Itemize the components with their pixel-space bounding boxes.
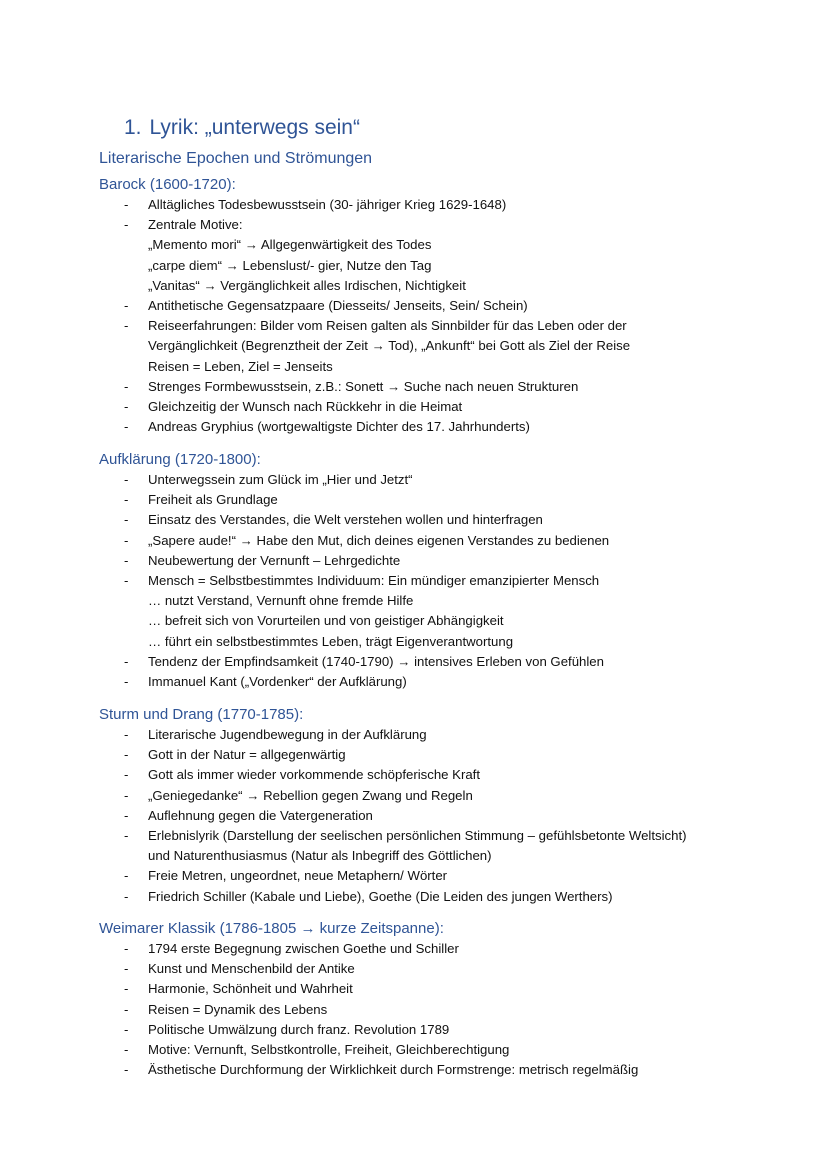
list-item — [0, 826, 828, 846]
list-item-text: Mensch = Selbstbestimmtes Individuum: Ein mündiger emanzipierter Mensch — [148, 572, 600, 588]
bullet-dash: - — [124, 1021, 129, 1037]
section-heading-aufklaerung: Aufklärung (1720-1800): — [99, 451, 261, 468]
list-item-text: Auflehnung gegen die Vatergeneration — [148, 807, 373, 823]
list-item — [0, 806, 828, 826]
list-item — [0, 256, 828, 276]
list-item-text: Immanuel Kant („Vordenker“ der Aufklärung) — [148, 673, 407, 689]
list-item-text: „Geniegedanke“ → Rebellion gegen Zwang und Regeln — [148, 787, 473, 803]
bullet-dash: - — [124, 727, 129, 742]
bullet-dash: - — [124, 297, 129, 313]
list-item — [0, 765, 828, 785]
list-item — [0, 336, 828, 356]
list-item-text: „carpe diem“ → Lebenslust/- gier, Nutze den Tag — [148, 257, 432, 273]
bullet-dash: - — [124, 981, 129, 997]
list-item-text: Ästhetische Durchformung der Wirklichkeit durch Formstrenge: metrisch regelmäßig — [148, 1062, 639, 1078]
bullet-dash: - — [124, 472, 129, 487]
list-item — [0, 357, 828, 377]
list-item — [0, 887, 828, 907]
bullet-dash: - — [124, 532, 129, 548]
title-number: 1. — [124, 116, 142, 139]
list-item-text: Reiseerfahrungen: Bilder vom Reisen galten als Sinnbilder für das Leben oder der — [148, 318, 627, 334]
list-item-text: Kunst und Menschenbild der Antike — [148, 961, 355, 977]
bullet-dash: - — [124, 512, 129, 528]
list-item-text: Alltägliches Todesbewusstsein (30- jähriger Krieg 1629-1648) — [148, 197, 507, 212]
list-item-text: Einsatz des Verstandes, die Welt verstehen wollen und hinterfragen — [148, 512, 543, 528]
list-item — [0, 959, 828, 979]
section-heading-sturm-und-drang: Sturm und Drang (1770-1785): — [99, 706, 304, 723]
list-item-text: Freie Metren, ungeordnet, neue Metaphern/ Wörter — [148, 868, 448, 884]
bullet-dash: - — [124, 318, 129, 334]
bullet-dash: - — [124, 868, 129, 884]
list-item-text: Andreas Gryphius (wortgewaltigste Dichter des 17. Jahrhunderts) — [148, 419, 530, 435]
bullet-dash: - — [124, 1062, 129, 1078]
list-item — [0, 490, 828, 510]
list-item — [0, 470, 828, 490]
list-item — [0, 672, 828, 692]
list-item-text: Tendenz der Empfindsamkeit (1740-1790) → intensives Erleben von Gefühlen — [148, 653, 604, 669]
list-item-text: „Sapere aude!“ → Habe den Mut, dich deines eigenen Verstandes zu bedienen — [148, 532, 610, 548]
bullet-dash: - — [124, 941, 129, 956]
bullet-dash: - — [124, 1041, 129, 1057]
bullet-dash: - — [124, 378, 129, 394]
list-item-text: Reisen = Dynamik des Lebens — [148, 1001, 328, 1017]
list-item-text: Motive: Vernunft, Selbstkontrolle, Freiheit, Gleichberechtigung — [148, 1041, 510, 1057]
list-item — [0, 397, 828, 417]
list-item — [0, 632, 828, 652]
list-item — [0, 1020, 828, 1040]
list-item — [0, 611, 828, 631]
list-item-text: Antithetische Gegensatzpaare (Diesseits/ Jenseits, Sein/ Schein) — [148, 297, 528, 313]
list-item-text: Neubewertung der Vernunft – Lehrgedichte — [148, 552, 401, 568]
bullet-dash: - — [124, 398, 129, 414]
list-item — [0, 571, 828, 591]
list-item-text: … befreit sich von Vorurteilen und von geistiger Abhängigkeit — [148, 613, 504, 629]
list-item — [0, 316, 828, 336]
list-item — [0, 866, 828, 886]
section-heading-weimarer-klassik: Weimarer Klassik (1786-1805 → kurze Zeitspanne): — [99, 920, 444, 937]
list-item-text: Politische Umwälzung durch franz. Revolution 1789 — [148, 1021, 450, 1037]
list-item — [0, 296, 828, 316]
list-item — [0, 377, 828, 397]
section-list-aufklaerung — [0, 470, 828, 692]
list-item-text: 1794 erste Begegnung zwischen Goethe und Schiller — [148, 941, 459, 956]
list-item — [0, 1040, 828, 1060]
list-item-text: „Memento mori“ → Allgegenwärtigkeit des Todes — [148, 237, 432, 253]
list-item-text: Literarische Jugendbewegung in der Aufklärung — [148, 727, 427, 742]
list-item — [0, 725, 828, 745]
list-item-text: Freiheit als Grundlage — [148, 492, 278, 508]
list-item — [0, 745, 828, 765]
bullet-dash: - — [124, 552, 129, 568]
list-item-text: und Naturenthusiasmus (Natur als Inbegriff des Göttlichen) — [148, 848, 492, 864]
bullet-dash: - — [124, 767, 129, 783]
bullet-dash: - — [124, 747, 129, 763]
list-item-text: Erlebnislyrik (Darstellung der seelischen persönlichen Stimmung – gefühlsbetonte Weltsicht) — [148, 827, 687, 843]
list-item — [0, 551, 828, 571]
section-list-barock — [0, 195, 828, 437]
list-item-text: Friedrich Schiller (Kabale und Liebe), Goethe (Die Leiden des jungen Werthers) — [148, 888, 613, 904]
list-item — [0, 979, 828, 999]
list-item-text: Harmonie, Schönheit und Wahrheit — [148, 981, 353, 997]
bullet-dash: - — [124, 827, 129, 843]
bullet-dash: - — [124, 807, 129, 823]
bullet-dash: - — [124, 787, 129, 803]
list-item — [0, 531, 828, 551]
list-item-text: … nutzt Verstand, Vernunft ohne fremde Hilfe — [148, 593, 414, 609]
page-subtitle: Literarische Epochen und Strömungen — [99, 150, 373, 167]
bullet-dash: - — [124, 673, 129, 689]
list-item-text: Strenges Formbewusstsein, z.B.: Sonett → Suche nach neuen Strukturen — [148, 378, 579, 394]
list-item — [0, 939, 828, 959]
bullet-dash: - — [124, 492, 129, 508]
section-list-sturm-und-drang — [0, 725, 828, 907]
list-item-text: Gott als immer wieder vorkommende schöpferische Kraft — [148, 767, 481, 783]
list-item — [0, 846, 828, 866]
bullet-dash: - — [124, 572, 129, 588]
list-item — [0, 652, 828, 672]
bullet-dash: - — [124, 419, 129, 435]
page-title — [124, 116, 360, 140]
list-item — [0, 591, 828, 611]
list-item — [0, 235, 828, 255]
list-item — [0, 276, 828, 296]
list-item-text: Unterwegssein zum Glück im „Hier und Jetzt“ — [148, 472, 413, 487]
title-text: Lyrik: „unterwegs sein“ — [149, 116, 360, 139]
list-item — [0, 417, 828, 437]
list-item — [0, 1060, 828, 1080]
list-item-text: Zentrale Motive: — [148, 217, 243, 233]
list-item-text: … führt ein selbstbestimmtes Leben, trägt Eigenverantwortung — [148, 633, 514, 649]
bullet-dash: - — [124, 653, 129, 669]
list-item-text: Gleichzeitig der Wunsch nach Rückkehr in die Heimat — [148, 398, 463, 414]
bullet-dash: - — [124, 888, 129, 904]
section-heading-barock: Barock (1600-1720): — [99, 176, 236, 193]
section-list-weimarer-klassik — [0, 939, 828, 1080]
list-item — [0, 786, 828, 806]
list-item — [0, 195, 828, 215]
list-item — [0, 510, 828, 530]
bullet-dash: - — [124, 1001, 129, 1017]
bullet-dash: - — [124, 197, 129, 212]
bullet-dash: - — [124, 217, 129, 233]
list-item-text: Vergänglichkeit (Begrenztheit der Zeit → Tod), „Ankunft“ bei Gott als Ziel der Reise — [148, 338, 631, 354]
list-item — [0, 1000, 828, 1020]
list-item-text: Reisen = Leben, Ziel = Jenseits — [148, 358, 333, 374]
list-item — [0, 215, 828, 235]
bullet-dash: - — [124, 961, 129, 977]
list-item-text: Gott in der Natur = allgegenwärtig — [148, 747, 346, 763]
list-item-text: „Vanitas“ → Vergänglichkeit alles Irdischen, Nichtigkeit — [148, 277, 466, 293]
